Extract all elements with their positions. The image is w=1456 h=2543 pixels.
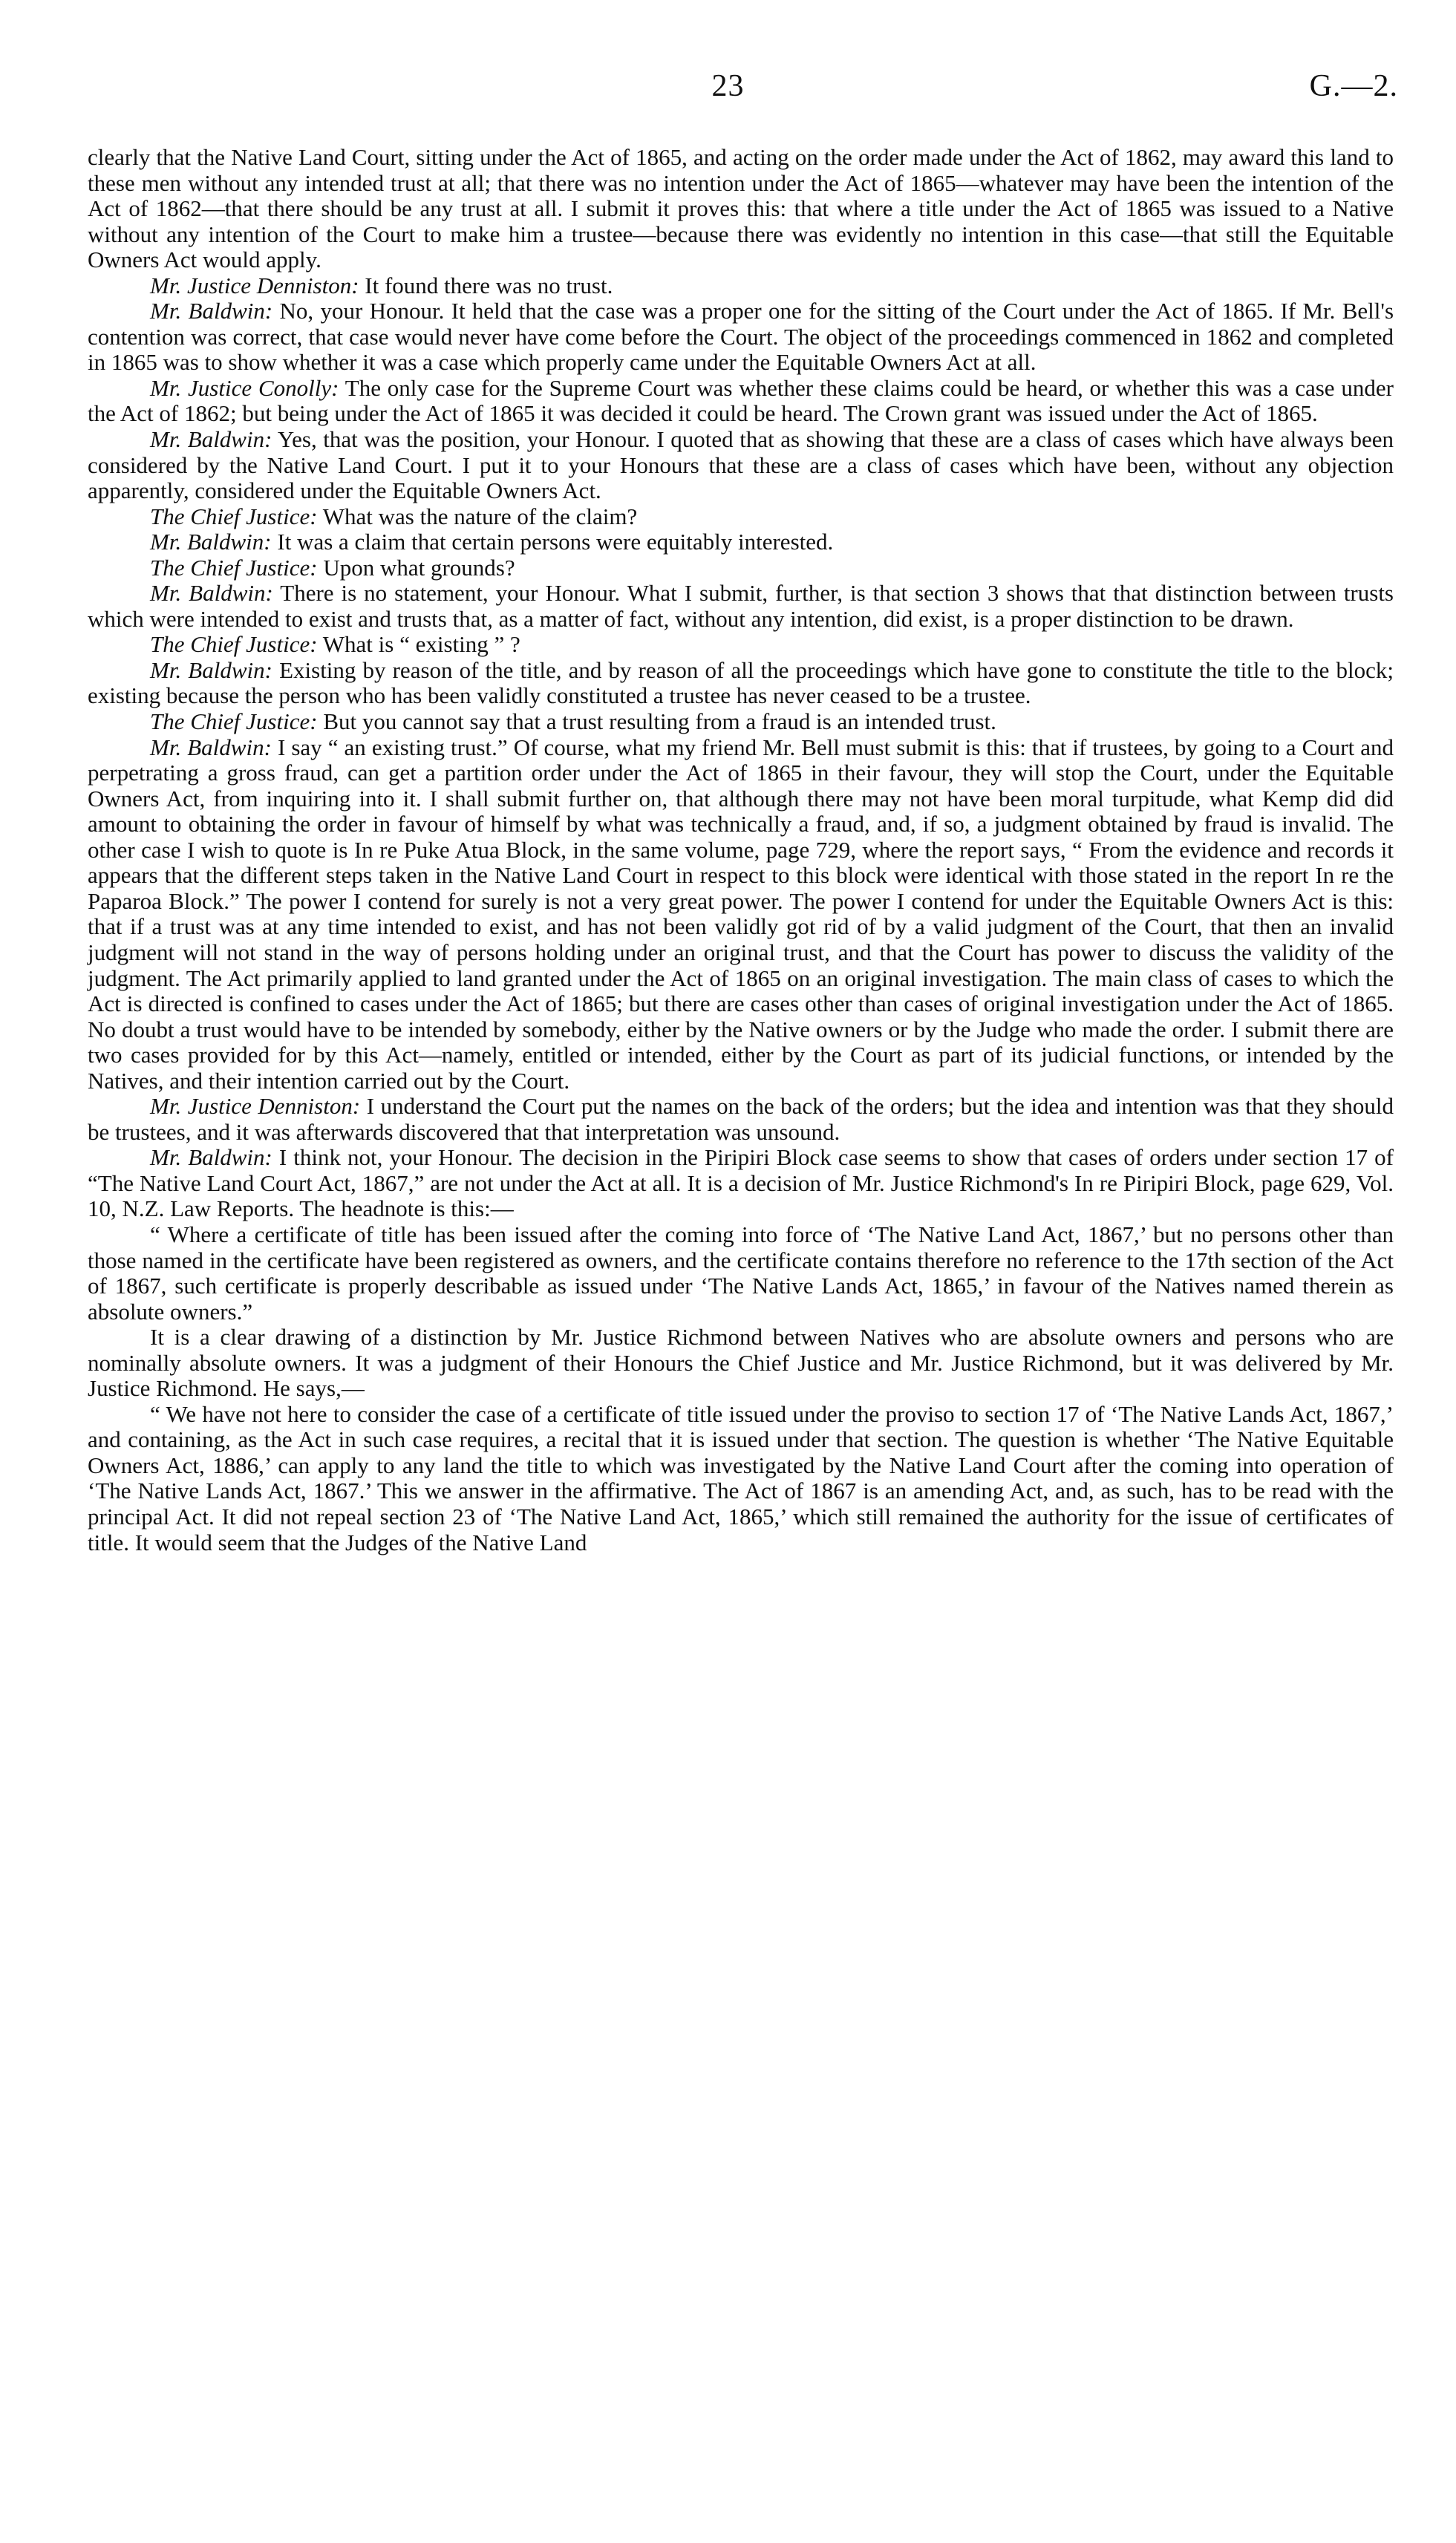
speaker-name: The Chief Justice: [150, 631, 318, 658]
paragraph: The Chief Justice: What is “ existing ” ? [150, 631, 520, 658]
paragraph: Mr. Baldwin: There is no statement, your Honour. What I submit, further, is that section 3 shows that that distinction between trusts which were intended to exist and trusts that, as a matter of fact, without any intention, did exist, is a proper distinction to be drawn. [88, 580, 1394, 632]
paragraph: It is a clear drawing of a distinction by Mr. Justice Richmond between Natives who are absolute owners and persons who are nominally absolute owners. It was a judgment of their Honours the Chief Justice and Mr. Justice Richmond, but it was delivered by Mr. Justice Richmond. He says,— [88, 1324, 1394, 1402]
speaker-name: Mr. Justice Denniston: [150, 1093, 361, 1120]
speaker-name: The Chief Justice: [150, 708, 318, 735]
speaker-name: The Chief Justice: [150, 503, 318, 529]
speaker-name: Mr. Baldwin: [150, 426, 272, 453]
speaker-name: Mr. Baldwin: [150, 1144, 272, 1171]
paragraph: Mr. Justice Denniston: I understand the Court put the names on the back of the orders; but the idea and intention was that they should be trustees, and it was afterwards discovered that that interpretation was unsound. [88, 1093, 1394, 1145]
speaker-name: Mr. Baldwin: [150, 656, 272, 683]
paragraph: Mr. Baldwin: No, your Honour. It held that the case was a proper one for the sitting of the Court under the Act of 1865. If Mr. Bell's contention was correct, that case would never have come before the Court. The object of the proceedings commenced in 1862 and completed in 1865 was to show whether it was a case which properly came under the Equitable Owners Act at all. [88, 298, 1394, 376]
quoted-passage: “ Where a certificate of title has been issued after the coming into force of ‘The Native Land Act, 1867,’ but no persons other than those named in the certificate have been registered as owners, and the certificate contains therefore no reference to the 17th section of the Act of 1867, such certificate is properly describable as issued under ‘The Native Lands Act, 1865,’ in favour of the Natives named therein as absolute owners.” [88, 1221, 1394, 1325]
paper-reference: G.—2. [1309, 69, 1398, 103]
paragraph: clearly that the Native Land Court, sitting under the Act of 1865, and acting on the order made under the Act of 1862, may award this land to these men without any intended trust at all; that there was no intention under the Act of 1865—whatever may have been the intention of the Act of 1862—that there should be any trust at all. I submit it proves this: that where a title under the Act of 1865 was issued to a Native without any intention of the Court to make him a trustee—because there was evidently no intention in this case—that still the Equitable Owners Act would apply. [88, 144, 1394, 273]
speaker-name: Mr. Justice Conolly: [150, 374, 339, 401]
speaker-name: Mr. Baldwin: [150, 298, 273, 324]
speaker-name: Mr. Baldwin: [150, 734, 272, 760]
page-number: 23 [711, 69, 745, 103]
paragraph: The Chief Justice: But you cannot say that a trust resulting from a fraud is an intended trust. [150, 708, 996, 735]
speaker-name: Mr. Baldwin: [150, 580, 273, 607]
paragraph: Mr. Justice Denniston: It found there was no trust. [150, 272, 613, 298]
quoted-passage: “ We have not here to consider the case of a certificate of title issued under the proviso to section 17 of ‘The Native Lands Act, 1867,’ and containing, as the Act in such case requires, a recital that it is issued under that section. The question is whether ‘The Native Equitable Owners Act, 1886,’ can apply to any land the title to which was investigated by the Native Land Court after the coming into operation of ‘The Native Lands Act, 1867.’ This we answer in the affirmative. The Act of 1867 is an amending Act, and, as such, has to be read with the principal Act. It did not repeal section 23 of ‘The Native Land Act, 1865,’ which still remained the authority for the issue of certificates of title. It would seem that the Judges of the Native Land [88, 1400, 1394, 1555]
speaker-name: Mr. Justice Denniston: [150, 272, 359, 298]
paragraph: Mr. Baldwin: Existing by reason of the title, and by reason of all the proceedings which have gone to constitute the title to the block; existing because the person who has been validly constituted a trustee has never ceased to be a trustee. [88, 656, 1394, 709]
paragraph: The Chief Justice: What was the nature of the claim? [150, 503, 638, 529]
paragraph: Mr. Justice Conolly: The only case for the Supreme Court was whether these claims could be heard, or whether this was a case under the Act of 1862; but being under the Act of 1865 it was decided it could be heard. The Crown grant was issued under the Act of 1865. [88, 374, 1394, 427]
document-body [88, 145, 1394, 1555]
speaker-name: The Chief Justice: [150, 554, 318, 581]
paragraph: Mr. Baldwin: I think not, your Honour. The decision in the Piripiri Block case seems to show that cases of orders under section 17 of “The Native Land Court Act, 1867,” are not under the Act at all. It is a decision of Mr. Justice Richmond's In re Piripiri Block, page 629, Vol. 10, N.Z. Law Reports. The headnote is this:— [88, 1144, 1394, 1222]
paragraph: The Chief Justice: Upon what grounds? [150, 554, 515, 581]
paragraph: Mr. Baldwin: It was a claim that certain persons were equitably interested. [150, 529, 834, 555]
paragraph: Mr. Baldwin: Yes, that was the position, your Honour. I quoted that as showing that these are a class of cases which have always been considered by the Native Land Court. I put it to your Honours that these are a class of cases which have been, without any objection apparently, considered under the Equitable Owners Act. [88, 426, 1394, 504]
speaker-name: Mr. Baldwin: [150, 529, 272, 555]
paragraph: Mr. Baldwin: I say “ an existing trust.” Of course, what my friend Mr. Bell must submit is this: that if trustees, by going to a Court and perpetrating a gross fraud, can get a partition order under the Act of 1865 in their favour, they will stop the Court, under the Equitable Owners Act, from inquiring into it. I shall submit further on, that although there may not have been moral turpitude, what Kemp did did amount to obtaining the order in favour of himself by what was technically a fraud, and, if so, a judgment obtained by fraud is invalid. The other case I wish to quote is In re Puke Atua Block, in the same volume, page 729, where the report says, “ From the evidence and records it appears that the different steps taken in the Native Land Court in respect to this block were identical with those stated in the report In re the Paparoa Block.” The power I contend for surely is not a very great power. The power I contend for under the Equitable Owners Act is this: that if a trust was at any time intended to exist, and has not been validly got rid of by a valid judgment of the Court, that then an invalid judgment will not stand in the way of persons holding under an original trust, and that the Court has power to discuss the validity of the judgment. The Act primarily applied to land granted under the Act of 1865 on an original investigation. The main class of cases to which the Act is directed is confined to cases under the Act of 1865; but there are cases other than cases of original investigation under the Act of 1865. No doubt a trust would have to be intended by somebody, either by the Native owners or by the Judge who made the order. I submit there are two cases provided for by this Act—namely, entitled or intended, either by the Court as part of its judicial functions, or intended by the Natives, and their intention carried out by the Court. [88, 734, 1394, 1094]
